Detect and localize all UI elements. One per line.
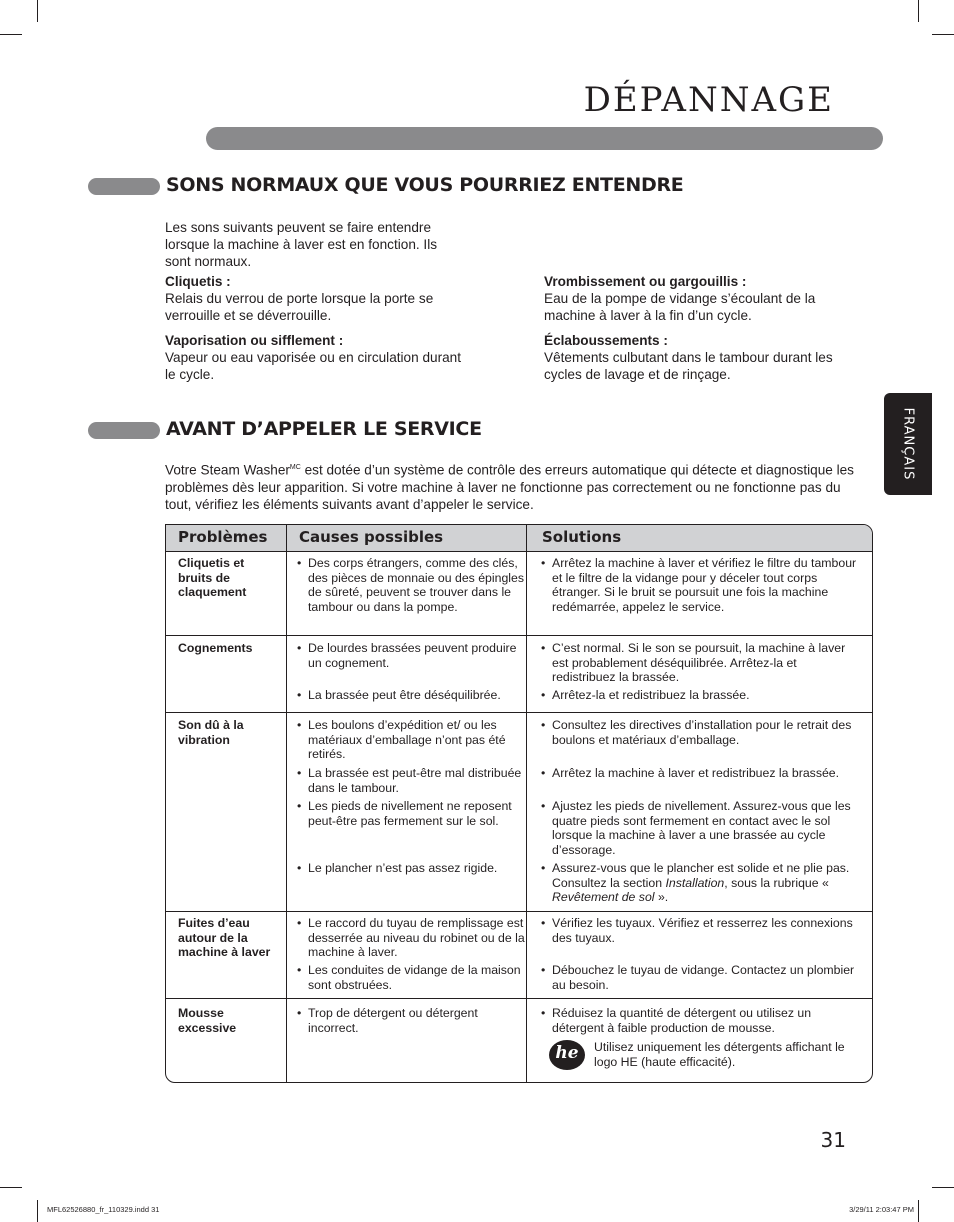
cause-bullet: • Le plancher n’est pas assez rigide.	[297, 861, 527, 876]
section-pill	[88, 422, 160, 439]
solution-bullet: • Ajustez les pieds de nivellement. Assurez-vous que les quatre pieds sont fermement en contact avec le sol lorsque la machine à laver a une brassée au cycle d’essorage.	[541, 799, 859, 857]
header-problems: Problèmes	[178, 528, 268, 546]
cause-bullet: • Les conduites de vidange de la maison sont obstruées.	[297, 963, 527, 992]
crop-mark	[918, 1200, 919, 1222]
crop-mark	[0, 34, 22, 35]
solution-bullet: • Arrêtez-la et redistribuez la brassée.	[541, 688, 859, 703]
header-causes: Causes possibles	[299, 528, 444, 546]
he-logo-icon: he	[549, 1040, 585, 1070]
sound-text: Relais du verrou de porte lorsque la porte se verrouille et se déverrouille.	[165, 291, 434, 323]
table-row-problem: Mousse excessive	[178, 1006, 237, 1035]
table-row-problem: Cliquetis et bruits de claquement	[178, 556, 247, 600]
crop-mark	[932, 34, 954, 35]
crop-mark	[0, 1187, 22, 1188]
cause-bullet: • De lourdes brassées peuvent produire un cognement.	[297, 641, 527, 670]
sound-item	[165, 273, 465, 324]
crop-mark	[37, 0, 38, 22]
section-pill	[88, 178, 160, 195]
table-header	[166, 525, 872, 552]
solution-bullet: • Réduisez la quantité de détergent ou utilisez un détergent à faible production de mousse.	[541, 1006, 859, 1035]
solution-bullet: • Débouchez le tuyau de vidange. Contactez un plombier au besoin.	[541, 963, 859, 992]
sound-text: Vêtements culbutant dans le tambour durant les cycles de lavage et de rinçage.	[544, 350, 833, 382]
section-title-before-service: AVANT D’APPELER LE SERVICE	[166, 418, 482, 440]
table-row-problem: Fuites d’eau autour de la machine à laver	[178, 916, 271, 960]
cause-bullet: • Les pieds de nivellement ne reposent peut-être pas fermement sur le sol.	[297, 799, 527, 828]
row-divider	[166, 635, 872, 636]
solution-bullet: • Arrêtez la machine à laver et vérifiez le filtre du tambour et le filtre de la vidange pour y déceler tout corps étranger. Si le bruit se poursuit une fois la machine redémarrée, appelez le service.	[541, 556, 859, 614]
crop-mark	[37, 1200, 38, 1222]
crop-mark	[932, 1187, 954, 1188]
sound-label: Vaporisation ou sifflement :	[165, 333, 344, 348]
cause-bullet: • Des corps étrangers, comme des clés, des pièces de monnaie ou des épingles de sûreté, peuvent se trouver dans le tambour ou dans la pompe.	[297, 556, 527, 614]
sound-text: Vapeur ou eau vaporisée ou en circulation durant le cycle.	[165, 350, 461, 382]
section-intro: Les sons suivants peuvent se faire entendre lorsque la machine à laver est en fonction. Ils sont normaux.	[165, 220, 438, 269]
page-number: 31	[820, 1128, 846, 1152]
header-bar	[206, 127, 883, 150]
solution-bullet: • Arrêtez la machine à laver et redistribuez la brassée.	[541, 766, 859, 781]
troubleshooting-table	[165, 524, 873, 1083]
section-title-normal-sounds: SONS NORMAUX QUE VOUS POURRIEZ ENTENDRE	[166, 174, 684, 196]
cause-bullet: • Le raccord du tuyau de remplissage est desserrée au niveau du robinet ou de la machine à laver.	[297, 916, 527, 960]
section-intro: Votre Steam Washer$^{MC}$ est dotée d’un système de contrôle des erreurs automatique qui détecte et diagnostique les problèmes dès leur apparition. Si votre machine à laver ne fonctionne pas correctement ou ne fonctionne pas du tout, vérifiez les éléments suivants avant d’appeler le service.	[165, 462, 854, 512]
row-divider	[166, 998, 872, 999]
language-tab	[884, 393, 932, 495]
language-label: FRANÇAIS	[900, 407, 916, 481]
row-divider	[166, 712, 872, 713]
cause-bullet: • Les boulons d’expédition et/ ou les matériaux d’emballage n’ont pas été retirés.	[297, 718, 527, 762]
crop-mark	[918, 0, 919, 22]
sound-label: Vrombissement ou gargouillis :	[544, 274, 747, 289]
cause-bullet: • Trop de détergent ou détergent incorrect.	[297, 1006, 527, 1035]
solution-bullet: • Assurez-vous que le plancher est solide et ne plie pas. Consultez la section Installation, sous la rubrique « Revêtement de sol ».	[541, 861, 859, 905]
solution-bullet: • Vérifiez les tuyaux. Vérifiez et resserrez les connexions des tuyaux.	[541, 916, 859, 945]
he-note: Utilisez uniquement les détergents affichant le logo HE (haute efficacité).	[594, 1040, 845, 1069]
sound-text: Eau de la pompe de vidange s’écoulant de la machine à laver à la fin d’un cycle.	[544, 291, 816, 323]
header-solutions: Solutions	[542, 528, 622, 546]
sound-label: Éclaboussements :	[544, 333, 668, 348]
solution-bullet: • C’est normal. Si le son se poursuit, la machine à laver est probablement déséquilibrée. Arrêtez-la et redistribuez la brassée.	[541, 641, 859, 685]
footer-timestamp: 3/29/11 2:03:47 PM	[849, 1205, 914, 1214]
cause-bullet: • La brassée peut être déséquilibrée.	[297, 688, 527, 703]
table-row-problem: Cognements	[178, 641, 253, 655]
cause-bullet: • La brassée est peut-être mal distribuée dans le tambour.	[297, 766, 527, 795]
page-title: DÉPANNAGE	[583, 80, 834, 120]
sound-item	[165, 332, 465, 383]
footer-file: MFL62526880_fr_110329.indd 31	[47, 1205, 160, 1214]
sound-item	[544, 273, 864, 324]
sound-item	[544, 332, 864, 383]
solution-bullet: • Consultez les directives d’installation pour le retrait des boulons et matériaux d’emballage.	[541, 718, 859, 747]
sound-label: Cliquetis :	[165, 274, 231, 289]
table-row-problem: Son dû à la vibration	[178, 718, 244, 747]
row-divider	[166, 911, 872, 912]
